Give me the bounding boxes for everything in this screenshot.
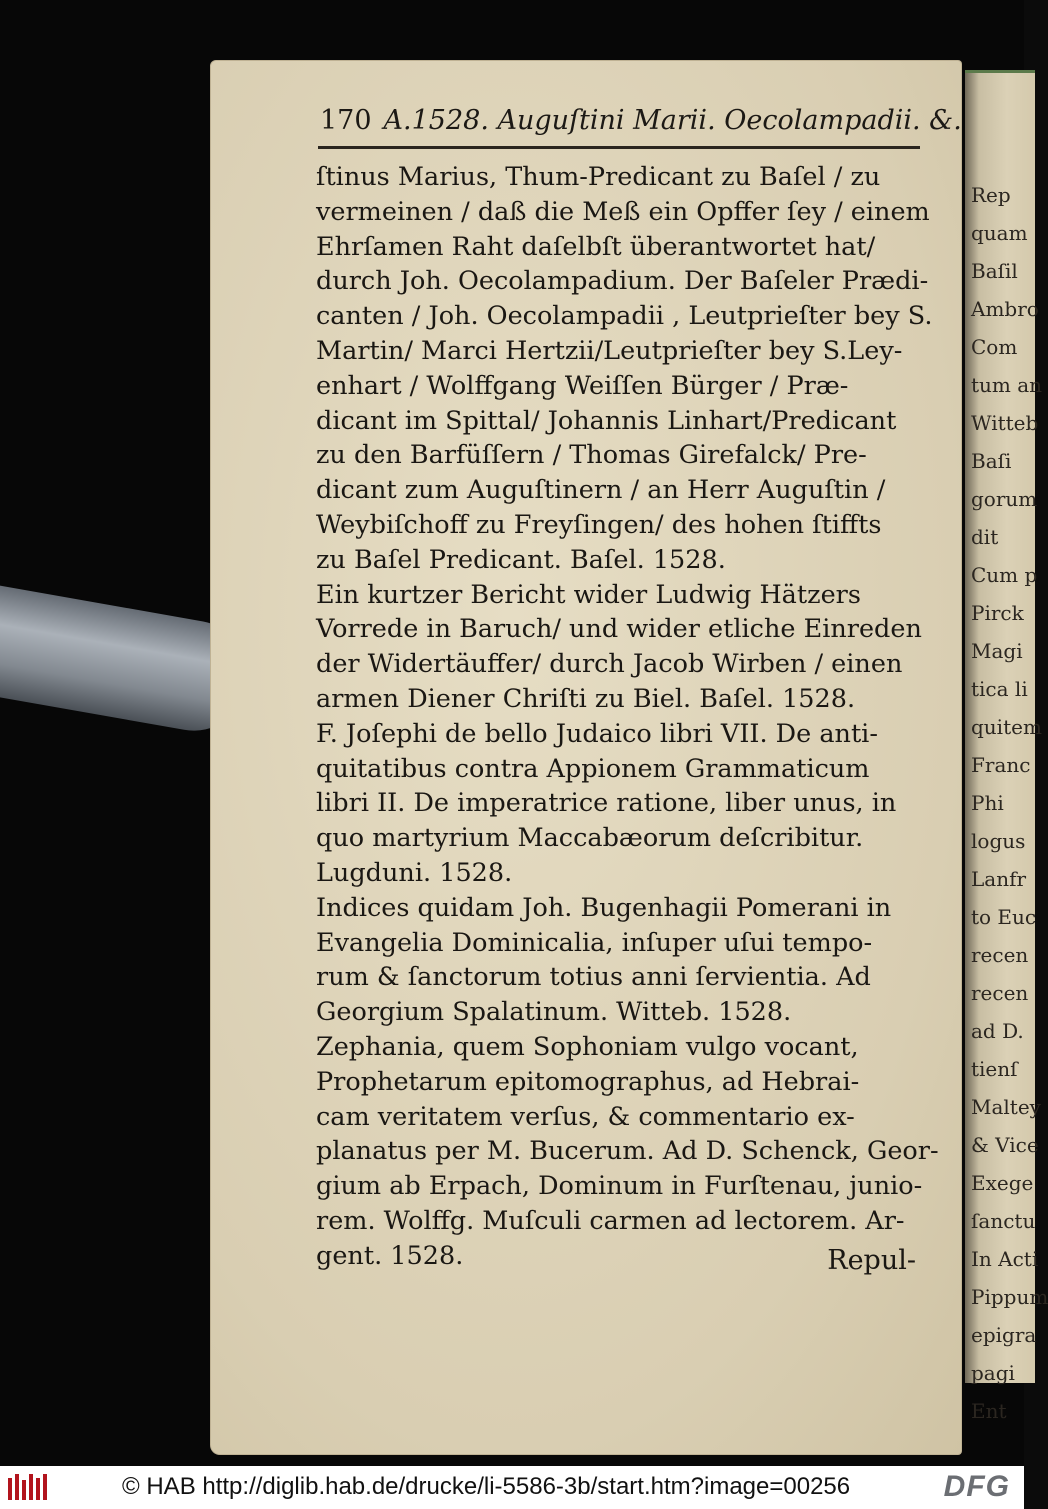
text-line: Lugduni. 1528.	[316, 857, 513, 888]
text-line: libri II. De imperatrice ratione, liber unus, in	[316, 788, 897, 819]
adjacent-page-fragment: Ambro	[971, 297, 1039, 321]
adjacent-page-fragment: Lanfr	[971, 867, 1027, 891]
text-line: planatus per M. Bucerum. Ad D. Schenck, Geor-	[316, 1136, 939, 1167]
adjacent-page-fragment: & Vice	[971, 1133, 1039, 1157]
adjacent-page-fragment: recen	[971, 943, 1029, 967]
text-line: rem. Wolffg. Muſculi carmen ad lectorem. Ar-	[316, 1205, 905, 1236]
text-line: zu Baſel Predicant. Baſel. 1528.	[316, 544, 726, 575]
adjacent-page-fragment: Magi	[971, 639, 1023, 663]
adjacent-page-fragment: Franc	[971, 753, 1031, 777]
hab-logo-icon	[8, 1474, 48, 1500]
text-line: Ehrſamen Raht daſelbſt überantwortet hat/	[316, 231, 876, 262]
text-line: armen Diener Chriſti zu Biel. Baſel. 1528.	[316, 683, 856, 714]
adjacent-page-fragment: Baſi	[971, 449, 1012, 473]
adjacent-page-fragment: ad D.	[971, 1019, 1024, 1043]
header-rule	[318, 146, 920, 149]
text-line: Martin/ Marci Hertzii/Leutprieſter bey S.Ley-	[316, 335, 903, 366]
text-line: Prophetarum epitomographus, ad Hebrai-	[316, 1066, 860, 1097]
adjacent-page-fragment: Baſil	[971, 259, 1018, 283]
adjacent-page	[965, 70, 1048, 1423]
text-line: zu den Barfüſſern / Thomas Girefalck/ Pre-	[316, 440, 867, 471]
adjacent-page-fragment: Witteb	[971, 411, 1039, 435]
catchword: Repul-	[827, 1245, 916, 1276]
text-line: F. Joſephi de bello Judaico libri VII. De anti-	[316, 718, 878, 749]
text-line: Georgium Spalatinum. Witteb. 1528.	[316, 997, 792, 1028]
adjacent-page-fragment: ſanctu	[971, 1209, 1036, 1233]
text-line: durch Joh. Oecolampadium. Der Baſeler Prædi-	[316, 266, 929, 297]
footer-citation-link[interactable]: © HAB http://diglib.hab.de/drucke/li-5586-3b/start.htm?image=00256	[122, 1473, 851, 1500]
text-line: ſtinus Marius, Thum-Predicant zu Baſel / zu	[316, 162, 881, 192]
text-line: enhart / Wolffgang Weiſſen Bürger / Præ-	[316, 370, 849, 401]
adjacent-page-fragment: tienſ	[971, 1057, 1018, 1081]
adjacent-page-fragment: Pippum	[971, 1285, 1048, 1309]
adjacent-page-fragment: Rep	[971, 183, 1011, 207]
adjacent-page-fragment: dit	[971, 525, 999, 549]
adjacent-page-fragment: quam	[971, 221, 1028, 245]
text-line: canten / Joh. Oecolampadii , Leutprieſter bey S.	[316, 301, 933, 332]
text-line: Evangelia Dominicalia, inſuper uſui tempo-	[316, 927, 873, 958]
text-line: der Widertäuffer/ durch Jacob Wirben / einen	[316, 649, 903, 680]
adjacent-page-fragment: gorum	[971, 487, 1038, 511]
text-line: quo martyrium Maccabæorum deſcribitur.	[316, 823, 864, 854]
adjacent-page-fragment: Exege	[971, 1171, 1034, 1195]
text-line: Zephania, quem Sophoniam vulgo vocant,	[316, 1031, 859, 1062]
adjacent-page-fragment: Cum p	[971, 563, 1038, 587]
text-line: cam veritatem verſus, & commentario ex-	[316, 1101, 855, 1132]
text-line: quitatibus contra Appionem Grammaticum	[316, 753, 870, 784]
adjacent-page-fragment: Com	[971, 335, 1018, 359]
adjacent-page-fragment: recen	[971, 981, 1029, 1005]
adjacent-page-fragment: tum an	[971, 373, 1043, 397]
adjacent-page-fragment: logus	[971, 829, 1026, 853]
text-line: Ein kurtzer Bericht wider Ludwig Hätzers	[316, 579, 861, 610]
body-text	[316, 160, 939, 1274]
dfg-logo: DFG	[943, 1470, 1010, 1503]
adjacent-page-fragment: In Acti	[971, 1247, 1039, 1271]
text-line: gium ab Erpach, Dominum in Furſtenau, junio-	[316, 1171, 923, 1202]
adjacent-page-fragment: epigra	[971, 1323, 1037, 1347]
text-line: vermeinen / daß die Meß ein Opffer ſey / einem	[316, 196, 930, 227]
adjacent-page-fragment: Pirck	[971, 601, 1024, 625]
adjacent-page-fragment: Maltey	[971, 1095, 1041, 1119]
running-title: A.1528. Auguſtini Marii. Oecolampadii. &.	[383, 105, 962, 136]
book-page	[210, 60, 962, 1455]
adjacent-page-fragment: Ent	[971, 1399, 1007, 1423]
adjacent-page-fragment: to Euc	[971, 905, 1037, 929]
text-line: dicant im Spittal/ Johannis Linhart/Predicant	[316, 405, 897, 436]
adjacent-page-fragment: tica li	[971, 677, 1028, 701]
page-number: 170	[320, 105, 372, 136]
adjacent-page-fragment: Phi	[971, 791, 1004, 815]
footer-bar	[0, 1466, 1024, 1509]
adjacent-page-fragment: quitem	[971, 715, 1042, 739]
text-line: dicant zum Auguſtinern / an Herr Auguſtin /	[316, 475, 886, 506]
text-line: Vorrede in Baruch/ und wider etliche Einreden	[316, 614, 922, 645]
text-line: Indices quidam Joh. Bugenhagii Pomerani in	[316, 892, 892, 923]
adjacent-page-fragment: pagi	[971, 1361, 1015, 1385]
text-line: Weybiſchoff zu Freyſingen/ des hohen ſtiffts	[316, 509, 882, 540]
running-head	[320, 105, 962, 136]
text-line: gent. 1528.	[316, 1240, 464, 1271]
text-line: rum & ſanctorum totius anni ſervientia. Ad	[316, 962, 871, 993]
